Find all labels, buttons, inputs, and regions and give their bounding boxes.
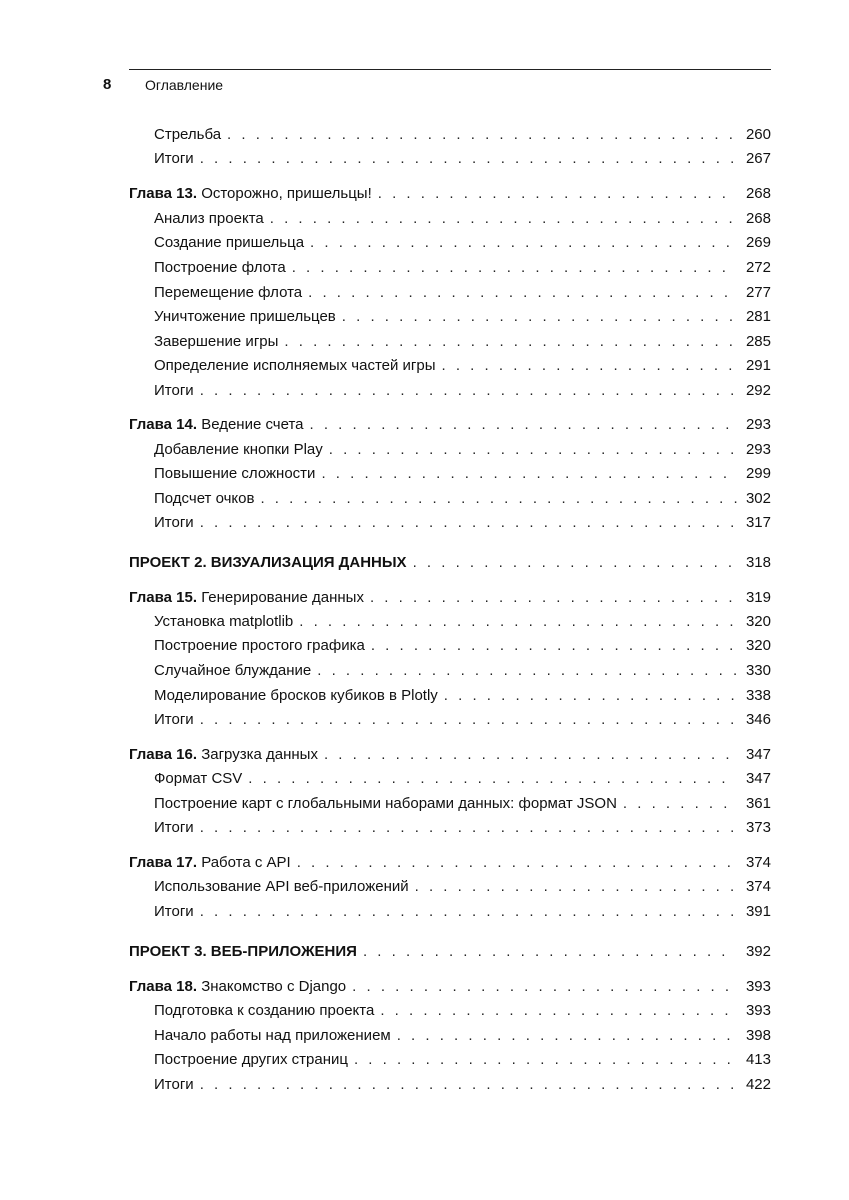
dot-leader: [270, 210, 737, 227]
dot-leader: [310, 416, 737, 433]
toc-section-entry: [129, 333, 771, 353]
toc-entry-page: 338: [745, 687, 771, 704]
toc-entry-page: 281: [745, 308, 771, 325]
dot-leader: [623, 795, 737, 812]
toc-entry-title: Итоги: [154, 711, 194, 728]
running-header: [103, 69, 771, 100]
dot-leader: [284, 333, 737, 350]
dot-leader: [227, 126, 737, 143]
toc-entry-page: 347: [745, 770, 771, 787]
toc-section-entry: [129, 308, 771, 328]
toc-section-entry: [129, 357, 771, 377]
chapter-label: Глава 14.: [129, 416, 198, 433]
dot-leader: [444, 687, 737, 704]
toc-entry-page: 291: [745, 357, 771, 374]
toc-section-entry: [129, 903, 771, 923]
dot-leader: [352, 978, 737, 995]
toc-entry-title: Ведение счета: [201, 416, 304, 433]
toc-section-entry: [129, 1027, 771, 1047]
dot-leader: [200, 514, 737, 531]
toc-entry-title: Случайное блуждание: [154, 662, 312, 679]
toc-entry-page: 361: [745, 795, 771, 812]
toc-section-entry: [129, 711, 771, 731]
toc-section-entry: [129, 687, 771, 707]
dot-leader: [413, 554, 737, 571]
chapter-label: Глава 13.: [129, 185, 198, 202]
toc-entry-page: 422: [745, 1076, 771, 1093]
toc-entry-page: 260: [745, 126, 771, 143]
toc-entry-title: Моделирование бросков кубиков в Plotly: [154, 687, 438, 704]
toc-entry-title: Работа с API: [201, 854, 291, 871]
dot-leader: [354, 1051, 737, 1068]
toc-entry-title: Осторожно, пришельцы!: [201, 185, 372, 202]
toc-entry-title: Итоги: [154, 819, 194, 836]
toc-entry-page: 318: [745, 554, 771, 571]
toc-entry-title: Завершение игры: [154, 333, 279, 350]
toc-section-entry: [129, 150, 771, 170]
toc-section-entry: [129, 126, 771, 146]
toc-entry-page: 373: [745, 819, 771, 836]
toc-section-entry: [129, 382, 771, 402]
toc-section-entry: [129, 878, 771, 898]
toc-entry-title: Анализ проекта: [154, 210, 264, 227]
toc-entry-title: Уничтожение пришельцев: [154, 308, 336, 325]
toc-entry-title: Создание пришельца: [154, 234, 305, 251]
toc-section-entry: [129, 795, 771, 815]
dot-leader: [200, 819, 737, 836]
toc-section-entry: [129, 284, 771, 304]
toc-entry-title: Генерирование данных: [201, 589, 364, 606]
running-header-title: Оглавление: [145, 77, 224, 93]
toc-entry-title: Подготовка к созданию проекта: [154, 1002, 375, 1019]
toc-entry-title: Итоги: [154, 903, 194, 920]
toc-entry-page: 302: [745, 490, 771, 507]
toc-entry-page: 293: [745, 416, 771, 433]
toc-entry-title: Итоги: [154, 514, 194, 531]
toc-chapter-entry: [129, 589, 771, 609]
toc-chapter-entry: [129, 978, 771, 998]
toc-section-entry: [129, 259, 771, 279]
toc-entry-title: Построение простого графика: [154, 637, 365, 654]
dot-leader: [200, 903, 737, 920]
toc-section-entry: [129, 662, 771, 682]
toc-section-entry: [129, 210, 771, 230]
toc-entry-page: 268: [745, 210, 771, 227]
toc-section-entry: [129, 514, 771, 534]
toc-entry-page: 269: [745, 234, 771, 251]
toc-entry-title: Знакомство с Django: [201, 978, 347, 995]
toc-entry-page: 393: [745, 1002, 771, 1019]
dot-leader: [310, 234, 737, 251]
toc-section-entry: [129, 490, 771, 510]
toc-section-entry: [129, 1051, 771, 1071]
toc-section-entry: [129, 234, 771, 254]
toc-entry-page: 320: [745, 637, 771, 654]
toc-entry-page: 320: [745, 613, 771, 630]
toc-section-entry: [129, 441, 771, 461]
toc-entry-title: ПРОЕКТ 3. ВЕБ-ПРИЛОЖЕНИЯ: [129, 943, 357, 960]
toc-entry-title: ПРОЕКТ 2. ВИЗУАЛИЗАЦИЯ ДАННЫХ: [129, 554, 407, 571]
toc-entry-title: Определение исполняемых частей игры: [154, 357, 436, 374]
dot-leader: [200, 711, 737, 728]
toc-section-entry: [129, 637, 771, 657]
dot-leader: [260, 490, 737, 507]
toc-section-entry: [129, 1076, 771, 1096]
toc-entry-title: Формат CSV: [154, 770, 243, 787]
dot-leader: [317, 662, 737, 679]
dot-leader: [200, 1076, 737, 1093]
toc-entry-title: Использование API веб-приложений: [154, 878, 409, 895]
dot-leader: [397, 1027, 737, 1044]
dot-leader: [292, 259, 737, 276]
dot-leader: [415, 878, 737, 895]
toc-entry-page: 413: [745, 1051, 771, 1068]
toc-section-entry: [129, 1002, 771, 1022]
toc-entry-page: 268: [745, 185, 771, 202]
toc-entry-page: 374: [745, 878, 771, 895]
toc-entry-title: Итоги: [154, 382, 194, 399]
dot-leader: [363, 943, 737, 960]
toc-chapter-entry: [129, 416, 771, 436]
toc-entry-title: Установка matplotlib: [154, 613, 294, 630]
dot-leader: [308, 284, 737, 301]
toc-entry-page: 392: [745, 943, 771, 960]
toc-chapter-entry: [129, 854, 771, 874]
toc-entry-title: Построение других страниц: [154, 1051, 348, 1068]
chapter-label: Глава 17.: [129, 854, 198, 871]
dot-leader: [297, 854, 737, 871]
toc-section-entry: [129, 465, 771, 485]
toc-entry-page: 317: [745, 514, 771, 531]
dot-leader: [329, 441, 737, 458]
toc-part-entry: [129, 943, 771, 963]
dot-leader: [380, 1002, 737, 1019]
toc-entry-page: 293: [745, 441, 771, 458]
toc-entry-title: Итоги: [154, 150, 194, 167]
chapter-label: Глава 15.: [129, 589, 198, 606]
dot-leader: [200, 150, 737, 167]
toc-entry-title: Повышение сложности: [154, 465, 316, 482]
toc-entry-title: Начало работы над приложением: [154, 1027, 391, 1044]
toc-section-entry: [129, 770, 771, 790]
toc-entry-title: Перемещение флота: [154, 284, 303, 301]
toc-entry-title: Построение флота: [154, 259, 286, 276]
page-number: 8: [103, 76, 112, 93]
toc-entry-page: 292: [745, 382, 771, 399]
dot-leader: [371, 637, 737, 654]
chapter-label: Глава 18.: [129, 978, 198, 995]
dot-leader: [442, 357, 737, 374]
dot-leader: [200, 382, 737, 399]
toc-entry-title: Стрельба: [154, 126, 222, 143]
toc-entry-page: 319: [745, 589, 771, 606]
dot-leader: [342, 308, 737, 325]
dot-leader: [321, 465, 737, 482]
chapter-label: Глава 16.: [129, 746, 198, 763]
toc-entry-page: 330: [745, 662, 771, 679]
toc-entry-page: 398: [745, 1027, 771, 1044]
toc-entry-page: 272: [745, 259, 771, 276]
toc-entry-title: Подсчет очков: [154, 490, 255, 507]
toc-entry-page: 267: [745, 150, 771, 167]
dot-leader: [370, 589, 737, 606]
toc-entry-title: Добавление кнопки Play: [154, 441, 323, 458]
toc-entry-page: 391: [745, 903, 771, 920]
toc-entry-page: 374: [745, 854, 771, 871]
toc-entry-page: 347: [745, 746, 771, 763]
toc-entry-title: Загрузка данных: [201, 746, 318, 763]
toc-entry-page: 393: [745, 978, 771, 995]
dot-leader: [248, 770, 737, 787]
toc-entry-title: Итоги: [154, 1076, 194, 1093]
dot-leader: [324, 746, 737, 763]
toc-entry-page: 346: [745, 711, 771, 728]
toc-entry-page: 285: [745, 333, 771, 350]
dot-leader: [378, 185, 737, 202]
toc-chapter-entry: [129, 746, 771, 766]
toc-entry-page: 277: [745, 284, 771, 301]
toc-section-entry: [129, 613, 771, 633]
toc-chapter-entry: [129, 185, 771, 205]
dot-leader: [299, 613, 737, 630]
toc-section-entry: [129, 819, 771, 839]
toc-entry-page: 299: [745, 465, 771, 482]
toc-entry-title: Построение карт с глобальными наборами данных: формат JSON: [154, 795, 617, 812]
toc-part-entry: [129, 554, 771, 574]
